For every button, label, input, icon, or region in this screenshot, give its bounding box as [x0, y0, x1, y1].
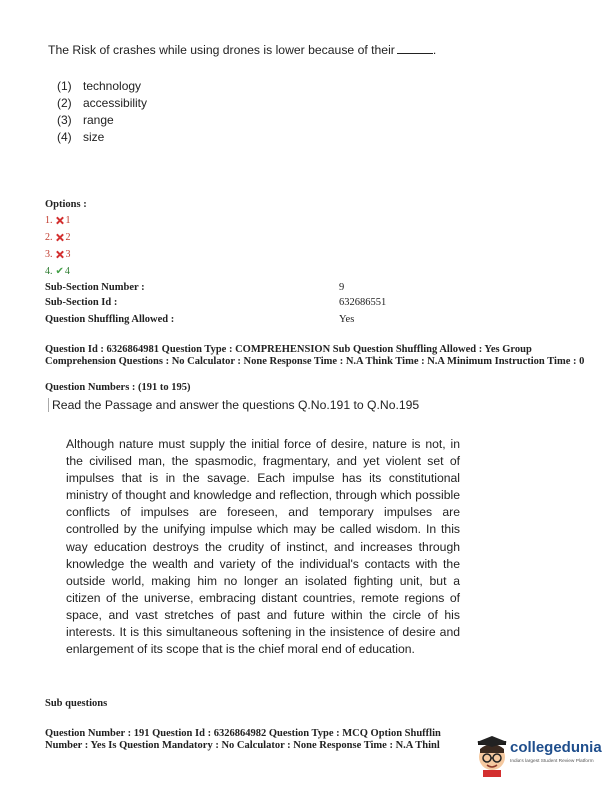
collegedunia-logo — [476, 735, 606, 781]
sub-section-number-label: Sub-Section Number : — [45, 282, 145, 293]
sub-question-meta-line: Question Number : 191 Question Id : 6326864982 Question Type : MCQ Option Shufflin — [45, 728, 441, 739]
choice-text: size — [83, 130, 105, 144]
choice-number: (1) — [57, 79, 72, 93]
answer-blank — [397, 53, 433, 54]
passage-instruction: Read the Passage and answer the questions Q.No.191 to Q.No.195 — [48, 398, 419, 412]
choice-text: accessibility — [83, 96, 148, 110]
logo-tagline: India's largest Student Review Platform — [510, 759, 594, 764]
question-numbers: Question Numbers : (191 to 195) — [45, 382, 191, 393]
option-value: 4 — [64, 266, 70, 277]
question-stem-text: The Risk of crashes while using drones is lower because of their — [48, 43, 395, 57]
shuffling-value: Yes — [339, 314, 355, 325]
check-icon: ✔ — [55, 266, 64, 277]
sub-section-number-value: 9 — [339, 282, 345, 293]
option-label: 4. — [45, 266, 53, 277]
option-label: 1. — [45, 215, 53, 226]
passage-text: Although nature must supply the initial force of desire, nature is not, in the civilised man, the spasmodic, fragmentary, and yet violent set of impulses that is in the savage. Each impulse has its constitutional ministry of thought and knowledge and reflection, through which possible conflicts of impulses are foreseen, and temporary impulses are controlled by the unifying impulse which may be called wisdom. In this way education destroys the crudity of instinct, and increases through knowledge the wealth and variety of the individual's contacts with the outside world, making him no longer an isolated fighting unit, but a citizen of the universe, embracing distant countries, remote regions of space, and vast stretches of past and future within the circle of his interests. It is this simultaneous softening in the insistence of desire and enlargement of its scope that is the chief moral end of education. — [66, 437, 460, 657]
shuffling-label: Question Shuffling Allowed : — [45, 314, 175, 325]
sub-section-id-label: Sub-Section Id : — [45, 297, 118, 308]
sub-question-meta — [45, 728, 463, 752]
option-value: 2 — [65, 232, 71, 243]
choice-number: (3) — [57, 113, 72, 127]
choice-text: range — [83, 113, 114, 127]
comprehension-header: Question Id : 6326864981 Question Type : COMPREHENSION Sub Question Shuffling Allowed : Yes Group Comprehension Questions : No Calculator : None Response Time : N.A Think Time : N.A Minimum Instruction Time : 0 — [45, 344, 585, 367]
cross-icon — [56, 234, 63, 241]
sub-section-id-value: 632686551 — [339, 297, 387, 308]
option-item — [45, 263, 71, 280]
option-label: 3. — [45, 249, 53, 260]
cross-icon — [56, 217, 63, 224]
choice-list — [57, 78, 147, 146]
option-label: 2. — [45, 232, 53, 243]
option-value: 3 — [65, 249, 71, 260]
choice-number: (2) — [57, 96, 72, 110]
cross-icon — [56, 251, 63, 258]
option-value: 1 — [65, 215, 71, 226]
choice-number: (4) — [57, 130, 72, 144]
option-item — [45, 246, 71, 263]
sub-question-meta-line: Number : Yes Is Question Mandatory : No Calculator : None Response Time : N.A Thinl — [45, 740, 440, 751]
choice-item — [57, 78, 147, 95]
option-item — [45, 212, 71, 229]
logo-name: collegedunia — [510, 739, 602, 756]
choice-item — [57, 129, 147, 146]
choice-item — [57, 112, 147, 129]
question-stem: The Risk of crashes while using drones is lower because of their . — [48, 43, 437, 57]
options-title: Options : — [45, 199, 87, 210]
sub-questions-title: Sub questions — [45, 698, 108, 709]
options-list — [45, 212, 71, 280]
option-item — [45, 229, 71, 246]
mascot-icon — [476, 735, 508, 777]
choice-item — [57, 95, 147, 112]
choice-text: technology — [83, 79, 142, 93]
